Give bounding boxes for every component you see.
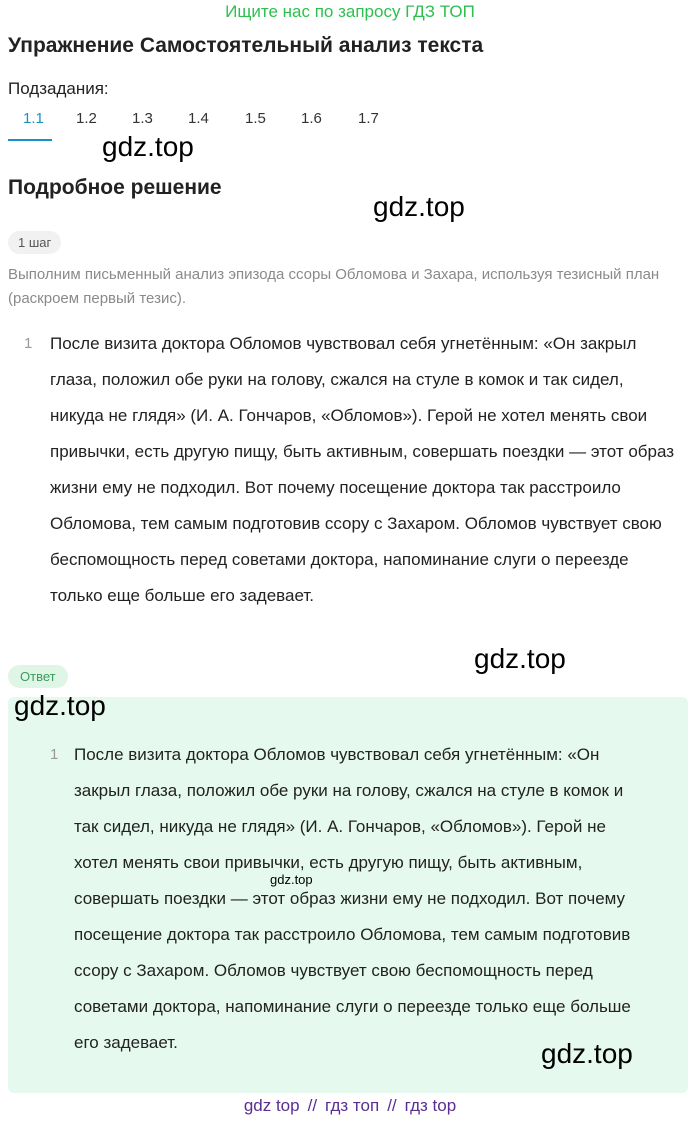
tab-1-3[interactable]: 1.3 [132, 110, 153, 127]
solution-heading: Подробное решение [8, 176, 222, 199]
answer-box [8, 697, 688, 1093]
tab-1-6[interactable]: 1.6 [301, 110, 322, 127]
list-item-number: 1 [50, 746, 59, 763]
watermark: gdz.top [373, 191, 465, 222]
step-description: Выполним письменный анализ эпизода ссоры Обломова и Захара, используя тезисный план (раскроем первый тезис). [8, 266, 660, 307]
tab-1-5[interactable]: 1.5 [245, 110, 266, 127]
footer-link[interactable]: гдз топ [325, 1096, 380, 1115]
list-item-number: 1 [24, 335, 33, 352]
tab-1-4[interactable]: 1.4 [188, 110, 209, 127]
page-title: Упражнение Самостоятельный анализ текста [8, 34, 484, 57]
footer-links [0, 1096, 700, 1116]
watermark: gdz.top [14, 690, 106, 721]
answer-text: После визита доктора Обломов чувствовал себя угнетённым: «Он закрыл глаза, положил обе руки на голову, сжался на стуле в комок и так сидел, никуда не глядя» (И. А. Гончаров, «Обломов»). Герой не хотел менять свои привычки, есть другую пищу, быть активным, совершать поездки — этот образ жизни ему не подходил. Вот почему посещение доктора так расстроило Обломова, тем самым подготовив ссору с Захаром. Обломов чувствует свою беспомощность перед советами доктора, напоминание слуги о переезде только еще больше его задевает. [74, 745, 631, 1052]
step-badge: 1 шаг [8, 231, 61, 254]
answer-badge: Ответ [8, 665, 68, 688]
footer-link[interactable]: gdz top [243, 1096, 300, 1115]
watermark: gdz.top [541, 1038, 633, 1069]
watermark-small: gdz.top [270, 872, 313, 887]
tab-1-2[interactable]: 1.2 [76, 110, 97, 127]
footer-separator: // [307, 1096, 318, 1115]
solution-text: После визита доктора Обломов чувствовал себя угнетённым: «Он закрыл глаза, положил обе руки на голову, сжался на стуле в комок и так сидел, никуда не глядя» (И. А. Гончаров, «Обломов»). Герой не хотел менять свои привычки, есть другую пищу, быть активным, совершать поездки — этот образ жизни ему не подходил. Вот почему посещение доктора так расстроило Обломова, тем самым подготовив ссору с Захаром. Обломов чувствует свою беспомощность перед советами доктора, напоминание слуги о переезде только еще больше его задевает. [50, 334, 675, 605]
search-promo-banner: Ищите нас по запросу ГДЗ ТОП [225, 2, 475, 21]
tab-1-7[interactable]: 1.7 [358, 110, 379, 127]
answer-list-item [50, 737, 640, 1061]
watermark: gdz.top [474, 643, 566, 674]
watermark: gdz.top [102, 131, 194, 162]
tab-1-1[interactable]: 1.1 [23, 110, 44, 127]
solution-list-item [24, 326, 680, 614]
active-tab-indicator [8, 139, 52, 141]
subtasks-label: Подзадания: [8, 79, 109, 98]
footer-link[interactable]: гдз top [404, 1096, 457, 1115]
footer-separator: // [387, 1096, 397, 1115]
